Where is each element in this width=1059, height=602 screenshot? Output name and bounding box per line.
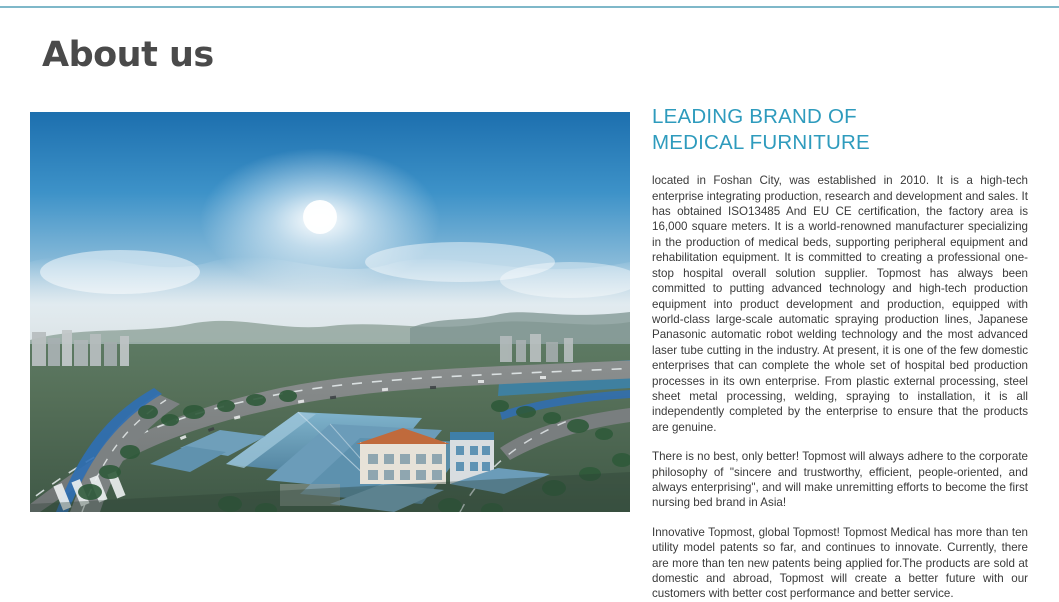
paragraph-3: Innovative Topmost, global Topmost! Topmost Medical has more than ten utility model patents so far, and continues to innovate. Currently, there are more than ten new patents being applied for.The products are sold at domestic and abroad, Topmost will create a better future with our customers with better cost performance and better service. — [652, 525, 1028, 601]
about-body — [652, 173, 1028, 602]
page-title: About us — [42, 35, 214, 75]
headline-line-2: MEDICAL FURNITURE — [652, 130, 870, 154]
about-text-column — [652, 104, 1028, 602]
factory-aerial-photo — [30, 112, 630, 512]
headline-line-1: LEADING BRAND OF — [652, 105, 857, 128]
top-divider — [0, 6, 1059, 8]
paragraph-2: There is no best, only better! Topmost will always adhere to the corporate philosophy of "sincere and trustworthy, efficient, people-oriented, and always enterprising", and will make unremitting efforts to become the first nursing bed brand in Asia! — [652, 450, 1028, 510]
paragraph-1: located in Foshan City, was established in 2010. It is a high-tech enterprise integrating production, research and development and sales. It has obtained ISO13485 And EU CE certification, the factory area is 16,000 square meters. It is a world-renowned manufacturer specializing in the production of medical beds, supporting peripheral equipment and rehabilitation equipment. It is committed to creating a professional one-stop hospital overall solution supplier. Topmost has always been committed to putting advanced technology and high-tech production equipment into product development and production, equipped with world-class large-scale automatic spraying production lines, Japanese Panasonic automatic robot welding technology and the most advanced laser tube cutting in the industry. At present, it is one of the few domestic enterprises that can complete the whole set of hospital bed production processes in its own enterprise. From plastic external processing, steel sheet metal processing, welding, spraying to installation, it is all independently completed by the enterprise to ensure that the products are genuine. — [652, 174, 1028, 434]
aerial-panorama-image — [30, 112, 630, 512]
section-headline — [652, 104, 1028, 155]
